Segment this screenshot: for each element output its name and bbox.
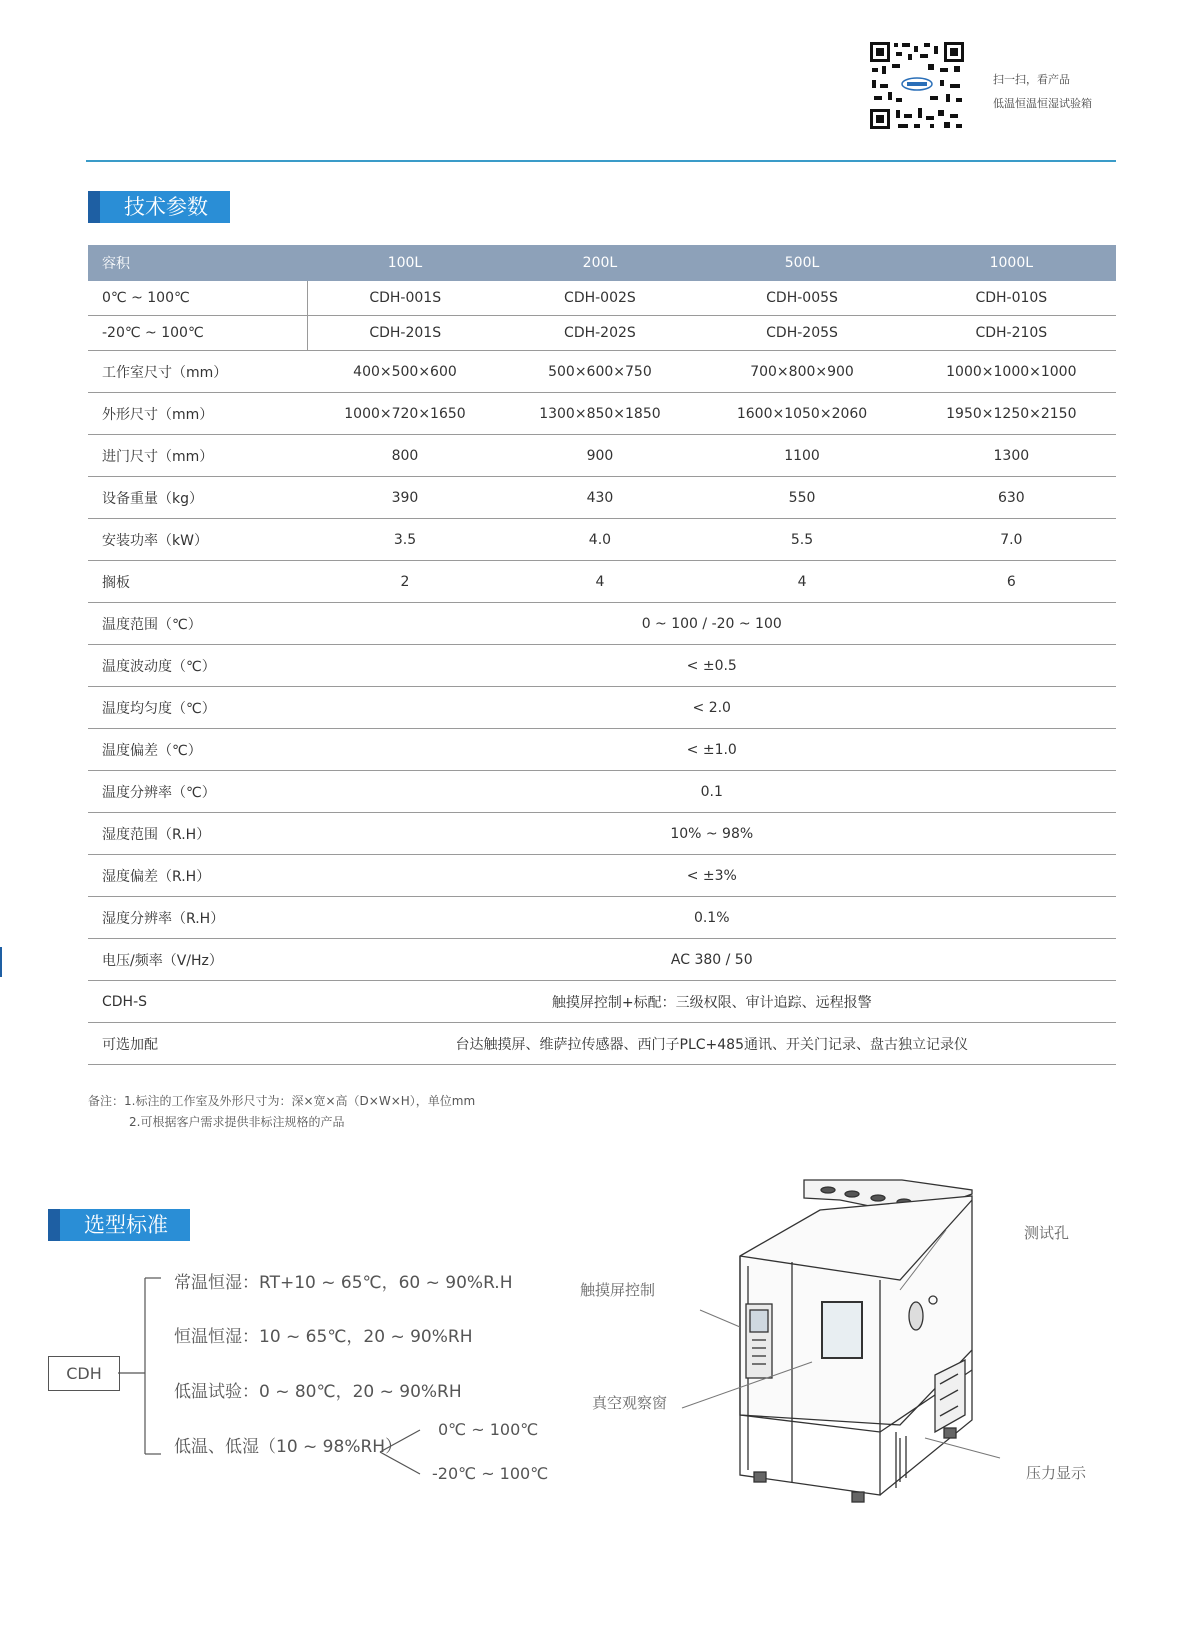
table-cell: < 2.0 <box>308 687 1117 729</box>
table-cell: 630 <box>907 477 1116 519</box>
row-label: 进门尺寸（mm） <box>88 435 308 477</box>
table-row <box>88 687 1116 729</box>
table-cell: 430 <box>502 477 697 519</box>
table-cell: 1000×1000×1000 <box>907 351 1116 393</box>
callout-test-hole: 测试孔 <box>1024 1224 1070 1242</box>
table-cell: 400×500×600 <box>308 351 503 393</box>
note-line-2: 2.可根据客户需求提供非标注规格的产品 <box>129 1115 345 1129</box>
table-cell: < ±3% <box>308 855 1117 897</box>
selection-sub-item: -20℃ ~ 100℃ <box>432 1464 549 1483</box>
header-cell: 200L <box>502 245 697 281</box>
row-label: 温度分辨率（℃） <box>88 771 308 813</box>
notes <box>88 1091 475 1133</box>
table-cell: CDH-202S <box>502 316 697 351</box>
table-cell: 3.5 <box>308 519 503 561</box>
row-label: 安装功率（kW） <box>88 519 308 561</box>
table-cell: 700×800×900 <box>697 351 906 393</box>
table-cell: 1300 <box>907 435 1116 477</box>
table-cell: 0.1% <box>308 897 1117 939</box>
row-label: 温度范围（℃） <box>88 603 308 645</box>
row-label: -20℃ ~ 100℃ <box>88 316 308 351</box>
table-cell: 1600×1050×2060 <box>697 393 906 435</box>
selection-item: 低温、低湿（10 ~ 98%RH） <box>174 1437 403 1457</box>
callout-leader-lines <box>600 1210 1100 1490</box>
table-row <box>88 813 1116 855</box>
table-row <box>88 435 1116 477</box>
table-cell: 10% ~ 98% <box>308 813 1117 855</box>
note-line-1: 备注：1.标注的工作室及外形尺寸为：深×宽×高（D×W×H），单位mm <box>88 1094 476 1108</box>
row-label: 搁板 <box>88 561 308 603</box>
table-cell: 7.0 <box>907 519 1116 561</box>
table-cell: 0 ~ 100 / -20 ~ 100 <box>308 603 1117 645</box>
row-label: 温度均匀度（℃） <box>88 687 308 729</box>
table-row <box>88 645 1116 687</box>
selection-item: 低温试验：0 ~ 80℃，20 ~ 90%RH <box>174 1382 462 1402</box>
row-label: 温度波动度（℃） <box>88 645 308 687</box>
table-cell: 4 <box>697 561 906 603</box>
table-row <box>88 771 1116 813</box>
table-cell: CDH-005S <box>697 281 906 316</box>
table-cell: 2 <box>308 561 503 603</box>
table-row <box>88 729 1116 771</box>
table-cell: 台达触摸屏、维萨拉传感器、西门子PLC+485通讯、开关门记录、盘古独立记录仪 <box>308 1023 1117 1065</box>
row-label: 可选加配 <box>88 1023 308 1065</box>
table-cell: 800 <box>308 435 503 477</box>
table-cell: CDH-002S <box>502 281 697 316</box>
qr-caption <box>993 68 1092 116</box>
table-cell: 1950×1250×2150 <box>907 393 1116 435</box>
table-row <box>88 1023 1116 1065</box>
row-label: CDH-S <box>88 981 308 1023</box>
selection-root: CDH <box>48 1356 120 1391</box>
table-cell: 0.1 <box>308 771 1117 813</box>
selection-section-header <box>48 1209 190 1241</box>
top-divider <box>86 160 1116 162</box>
table-cell: CDH-205S <box>697 316 906 351</box>
table-cell: CDH-201S <box>308 316 503 351</box>
table-cell: 550 <box>697 477 906 519</box>
table-row <box>88 561 1116 603</box>
table-cell: < ±1.0 <box>308 729 1117 771</box>
table-cell: 6 <box>907 561 1116 603</box>
table-row <box>88 477 1116 519</box>
spec-section-title: 技术参数 <box>100 191 230 223</box>
table-row <box>88 981 1116 1023</box>
section-accent-bar <box>88 191 100 223</box>
table-row <box>88 897 1116 939</box>
callout-pressure-display: 压力显示 <box>1026 1464 1087 1482</box>
table-row <box>88 939 1116 981</box>
spec-table <box>88 245 1116 1065</box>
qr-caption-line1: 扫一扫，看产品 <box>993 73 1070 86</box>
table-cell: CDH-010S <box>907 281 1116 316</box>
table-cell: 500×600×750 <box>502 351 697 393</box>
table-row <box>88 281 1116 316</box>
table-cell: 4.0 <box>502 519 697 561</box>
row-label: 0℃ ~ 100℃ <box>88 281 308 316</box>
header-cell: 容积 <box>88 245 308 281</box>
page-edge-mark <box>0 947 2 977</box>
table-row <box>88 351 1116 393</box>
table-cell: 触摸屏控制+标配：三级权限、审计追踪、远程报警 <box>308 981 1117 1023</box>
table-cell: 4 <box>502 561 697 603</box>
table-cell: 5.5 <box>697 519 906 561</box>
table-cell: AC 380 / 50 <box>308 939 1117 981</box>
row-label: 温度偏差（℃） <box>88 729 308 771</box>
table-row <box>88 316 1116 351</box>
row-label: 设备重量（kg） <box>88 477 308 519</box>
header-cell: 500L <box>697 245 906 281</box>
selection-section-title: 选型标准 <box>60 1209 190 1241</box>
selection-item: 恒温恒湿：10 ~ 65℃，20 ~ 90%RH <box>174 1327 473 1347</box>
table-row <box>88 393 1116 435</box>
table-row <box>88 603 1116 645</box>
qr-caption-line2: 低温恒温恒湿试验箱 <box>993 97 1092 110</box>
selection-item: 常温恒湿：RT+10 ~ 65℃，60 ~ 90%R.H <box>174 1273 513 1293</box>
callout-touch-screen: 触摸屏控制 <box>580 1281 656 1299</box>
row-label: 湿度范围（R.H） <box>88 813 308 855</box>
table-cell: CDH-210S <box>907 316 1116 351</box>
row-label: 外形尺寸（mm） <box>88 393 308 435</box>
row-label: 湿度分辨率（R.H） <box>88 897 308 939</box>
row-label: 湿度偏差（R.H） <box>88 855 308 897</box>
table-cell: CDH-001S <box>308 281 503 316</box>
table-cell: 1300×850×1850 <box>502 393 697 435</box>
header-cell: 100L <box>308 245 503 281</box>
row-label: 电压/频率（V/Hz） <box>88 939 308 981</box>
section-accent-bar <box>48 1209 60 1241</box>
table-cell: < ±0.5 <box>308 645 1117 687</box>
selection-sub-item: 0℃ ~ 100℃ <box>438 1420 539 1439</box>
callout-vacuum-window: 真空观察窗 <box>592 1394 668 1412</box>
table-cell: 1100 <box>697 435 906 477</box>
table-header-row <box>88 245 1116 281</box>
row-label: 工作室尺寸（mm） <box>88 351 308 393</box>
header-cell: 1000L <box>907 245 1116 281</box>
table-cell: 900 <box>502 435 697 477</box>
spec-section-header <box>88 191 230 223</box>
qr-code <box>868 40 966 131</box>
table-row <box>88 855 1116 897</box>
table-cell: 1000×720×1650 <box>308 393 503 435</box>
table-cell: 390 <box>308 477 503 519</box>
table-row <box>88 519 1116 561</box>
